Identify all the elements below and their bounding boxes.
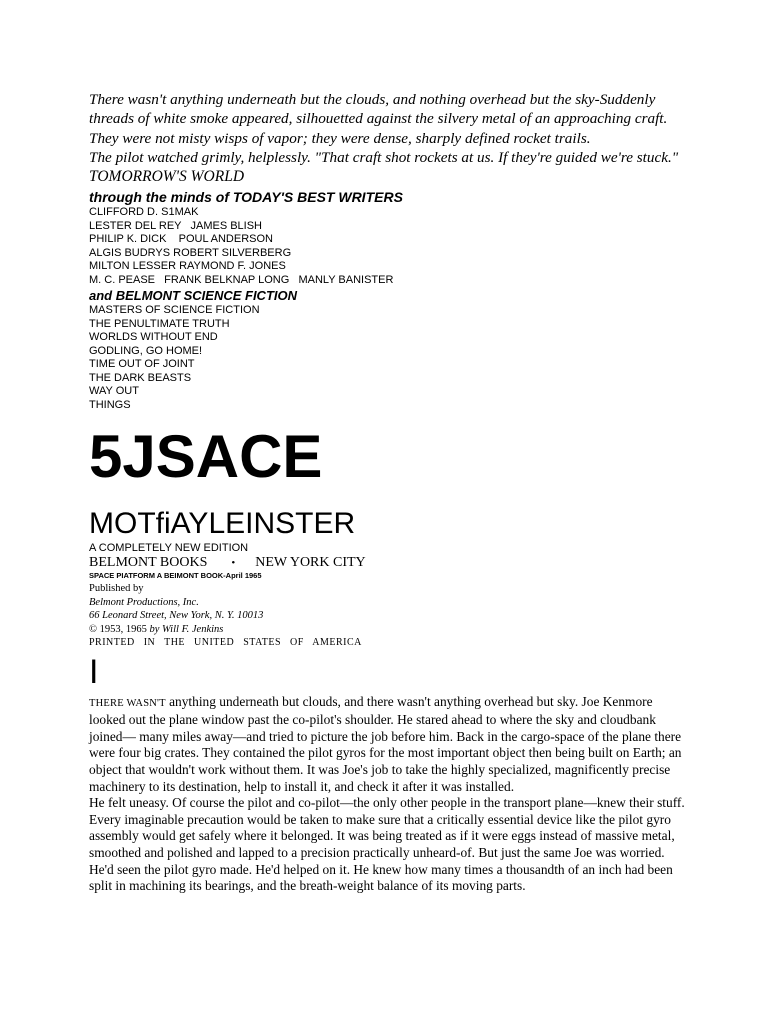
published-by-label: Published by [89,583,144,595]
blurb-paragraph-1: There wasn't anything underneath but the clouds, and nothing overhead but the sky-Suddenly threads of white smoke appeared, silhouetted against the silvery metal of an approaching craft. They were not misty wisps of vapor; they were dense, sharply defined rocket trails. [89,91,668,147]
title-line: THE PENULTIMATE TRUTH [89,317,230,330]
publisher-address: 66 Leonard Street, New York, N. Y. 10013 [89,610,264,622]
author-line: CLIFFORD D. S1MAK [89,206,199,219]
publisher-company: Belmont Productions, Inc. [89,596,199,608]
title-line: THINGS [89,398,131,411]
author-line: PHILIP K. DICK POUL ANDERSON [89,233,273,246]
author-line: LESTER DEL REY JAMES BLISH [89,219,263,232]
through-minds-heading: through the minds of TODAY'S BEST WRITERS [89,189,403,206]
publisher-name: BELMONT BOOKS [89,555,208,571]
belmont-sf-heading: and BELMONT SCIENCE FICTION [89,288,297,304]
title-line: GODLING, GO HOME! [89,344,203,357]
chapter-body [89,694,689,895]
author-line: ALGIS BUDRYS ROBERT SILVERBERG [89,246,292,259]
blurb-paragraph-2: The pilot watched grimly, helplessly. "That craft shot rockets at us. If they're guided we're stuck." [89,148,679,166]
publication-info [89,582,689,648]
author-line: M. C. PEASE FRANK BELKNAP LONG MANLY BANISTER [89,273,394,286]
chapter-number: I [89,652,99,691]
copyright-year: © 1953, 1965 [89,623,150,635]
book-title: 5JSACE [89,423,323,491]
book-page [89,90,689,895]
printed-in-line: PRINTED IN THE UNITED STATES OF AMERICA [89,636,362,648]
copyright-holder: by Will F. Jenkins [149,623,224,635]
body-paragraph-2: He felt uneasy. Of course the pilot and co-pilot—the only other people in the transport plane—knew their stuff. Every imaginable precaution would be taken to make sure that a critically essential device like the pilot gyro assembly would get safely where it belonged. It was being treated as if it were eggs instead of massive metal, smoothed and polished and lapped to a precision practically unheard-of. But just the same Joe was worried. He'd seen the pilot gyro made. He'd helped on it. He knew how many times a thousandth of an inch had been split in machining its bearings, and the breath-weight balance of its moving parts. [89,795,685,894]
title-line: MASTERS OF SCIENCE FICTION [89,304,260,317]
paragraph-1-text: anything underneath but clouds, and there wasn't anything overhead but sky. Joe Kenmore looked out the plane window past the co-pilot's shoulder. He stared ahead to where the sky and cloudbank joined— many miles away—and tried to picture the job before him. Back in the cargo-space of the plane there were four big crates. They contained the pilot gyros for the most important object then being built on Earth; an object that wouldn't work without them. It was Joe's job to take the highly specialized, magnificently precise machinery to its destination, help to install it, and check it after it was installed. [89,693,682,794]
title-line: WORLDS WITHOUT END [89,331,218,344]
body-paragraph-1 [89,694,689,796]
publisher-line [89,555,689,571]
publisher-city: NEW YORK CITY [255,555,366,571]
author-line: MILTON LESSER RAYMOND F. JONES [89,260,286,273]
tomorrows-world-heading: TOMORROW'S WORLD [89,168,245,186]
copyright-line [89,623,689,637]
cover-blurb [89,90,689,167]
lead-caps: THERE WASN'T [89,697,166,709]
platform-line: SPACE PIATFORM A BEIMONT BOOK-April 1965 [89,571,262,581]
edition-label: A COMPLETELY NEW EDITION [89,542,249,555]
title-list [89,304,689,412]
title-line: WAY OUT [89,385,139,398]
bullet-separator: • [231,557,236,570]
author-name: MOTfiAYLEINSTER [89,507,356,541]
author-list [89,206,689,287]
title-line: TIME OUT OF JOINT [89,358,195,371]
title-line: THE DARK BEASTS [89,371,192,384]
